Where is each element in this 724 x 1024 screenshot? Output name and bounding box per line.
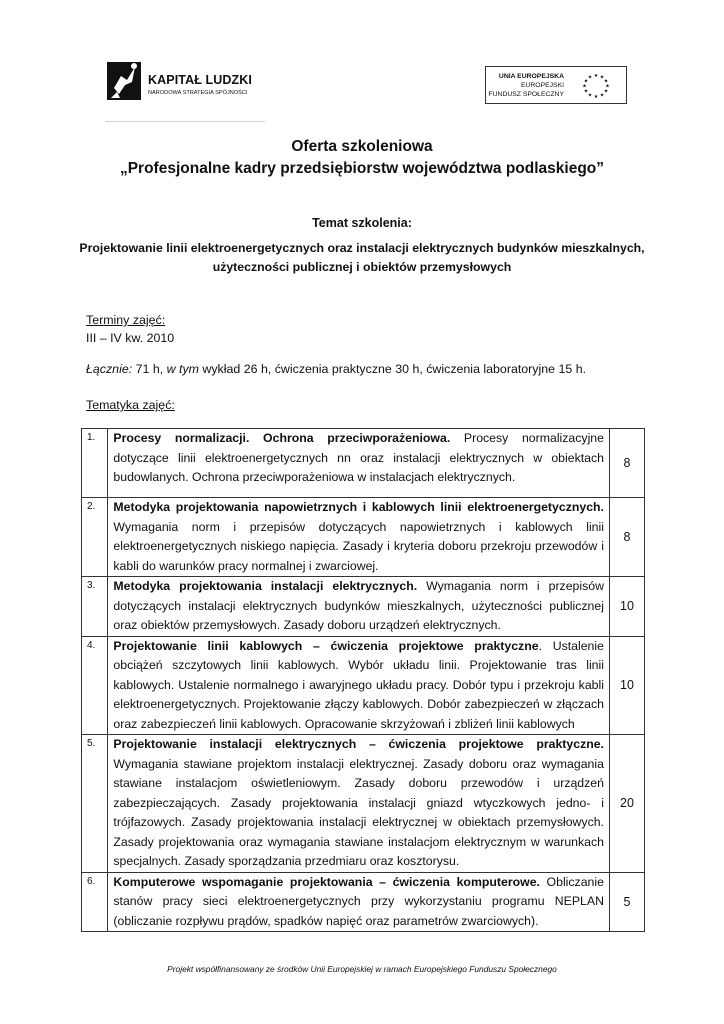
page-subtitle: „Profesjonalne kadry przedsiębiorstw województwa podlaskiego” <box>119 160 605 177</box>
row-hours: 20 <box>609 735 644 873</box>
row-description <box>108 577 610 637</box>
header-divider <box>105 121 265 122</box>
table-row <box>82 735 645 873</box>
row-number: 2. <box>82 498 108 577</box>
row-hours: 10 <box>609 577 644 637</box>
table-row <box>82 636 645 735</box>
table-row <box>82 498 645 577</box>
eu-logo-line1: UNIA EUROPEJSKA <box>498 73 564 80</box>
total-label: Łącznie: <box>86 362 133 376</box>
eu-logo-text <box>488 72 564 99</box>
row-description <box>108 735 610 873</box>
svg-text:★: ★ <box>599 74 605 81</box>
row-heading: Projektowanie instalacji elektrycznych – ćwiczenia projektowe praktyczne. <box>113 737 604 751</box>
row-number: 4. <box>82 636 108 735</box>
row-number: 1. <box>82 429 108 498</box>
row-hours: 5 <box>609 872 644 932</box>
row-heading: Metodyka projektowania instalacji elektrycznych. <box>113 579 418 593</box>
topics-label: Tematyka zajęć: <box>86 398 175 412</box>
svg-text:★: ★ <box>603 78 609 85</box>
table-row <box>82 872 645 932</box>
schedule-value: III – IV kw. 2010 <box>86 331 175 345</box>
svg-text:★: ★ <box>587 74 593 81</box>
row-description <box>108 636 610 735</box>
total-breakdown: wykład 26 h, ćwiczenia praktyczne 30 h, ćwiczenia laboratoryjne 15 h. <box>198 362 587 376</box>
eu-logo <box>485 66 627 104</box>
svg-text:★: ★ <box>583 88 589 95</box>
svg-text:★: ★ <box>593 94 599 100</box>
row-hours: 8 <box>609 429 644 498</box>
row-description <box>108 429 610 498</box>
kapital-ludzki-title: KAPITAŁ LUDZKI <box>148 73 252 87</box>
row-text: Obliczanie stanów pracy sieci elektroenergetycznych przy wykorzystaniu programu NEPLAN (obliczanie rozpływu prądów, spadków napięć oraz parametrów zwarciowych). <box>113 874 604 928</box>
table-row <box>82 429 645 498</box>
row-number: 3. <box>82 577 108 637</box>
row-text: . Ustalenie obciążeń szczytowych linii kablowych. Wybór układu linii. Projektowanie tras linii kablowych. Ustalenie normalnego i awaryjnego układu pracy. Dobór typu i przekroju kabli elektroenergetycznych. Projektowanie złączy kablowych. Dobór zabezpieczeń w złączach oraz zabezpieczeń linii kablowych. Opracowanie skrzyżowań i zbliżeń linii kablowych <box>113 638 604 731</box>
schedule-label: Terminy zajęć: <box>86 313 166 327</box>
total-hours-value: 71 h, <box>132 362 167 376</box>
table-row <box>82 577 645 637</box>
row-number: 5. <box>82 735 108 873</box>
row-heading: Metodyka projektowania napowietrznych i kablowych linii elektroenergetycznych. <box>113 500 604 514</box>
svg-text:★: ★ <box>605 83 610 90</box>
svg-text:★: ★ <box>593 73 599 79</box>
kapital-ludzki-emblem-icon <box>105 58 145 104</box>
svg-text:★: ★ <box>603 88 609 95</box>
eu-flag-icon <box>572 70 620 100</box>
eu-logo-line3: FUNDUSZ SPOŁECZNY <box>488 91 564 98</box>
row-text: Wymagania norm i przepisów dotyczących instalacji elektrycznych budynków mieszkalnych, użyteczności publicznej oraz obiektów przemysłowych. Zasady doboru urządzeń elektrycznych. <box>113 579 604 632</box>
row-hours: 8 <box>609 498 644 577</box>
row-text: Wymagania stawiane projektom instalacji elektrycznej. Zasady doboru oraz wymagania stawiane instalacjom oświetleniowym. Zasady doboru przewodów i urządzeń zabezpieczających. Zasady projektowania instalacji gniazd wtyczkowych jedno- i trójfazowych. Zasady projektowania instalacji elektrycznej w obiektach przemysłowych. Zasady projektowania oraz wymagania stawiane instalacjom elektrycznym w warunkach specjalnych. Zasady sporządzania przedmiaru oraz kosztorysu. <box>113 756 604 868</box>
total-intype: w tym <box>166 362 199 376</box>
row-hours: 10 <box>609 636 644 735</box>
topic-label: Temat szkolenia: <box>312 216 412 230</box>
row-description <box>108 498 610 577</box>
kapital-ludzki-logo <box>105 58 285 108</box>
svg-text:★: ★ <box>587 92 593 99</box>
topic-title-line1: Projektowanie linii elektroenergetycznych oraz instalacji elektrycznych budynków mieszkalnych, <box>79 241 645 255</box>
kapital-ludzki-subtitle: NARODOWA STRATEGIA SPÓJNOŚCI <box>148 90 248 96</box>
row-heading: Projektowanie linii kablowych – ćwiczenia projektowe praktyczne <box>113 638 539 653</box>
topics-table-body <box>82 429 645 932</box>
row-heading: Komputerowe wspomaganie projektowania – ćwiczenia komputerowe. <box>113 874 540 889</box>
svg-text:★: ★ <box>599 92 605 99</box>
svg-text:★: ★ <box>582 83 587 90</box>
total-hours <box>86 362 586 376</box>
row-number: 6. <box>82 872 108 932</box>
row-description <box>108 872 610 932</box>
topics-table <box>81 428 645 932</box>
page-title: Oferta szkoleniowa <box>291 138 433 155</box>
row-text: Wymagania norm i przepisów dotyczących napowietrznych i kablowych linii elektroenergetycznych niskiego napięcia. Zasady i kryteria doboru przekroju przewodów i kabli do warunków pracy normalnej i zwarciowej. <box>113 519 604 573</box>
topic-title-line2: użyteczności publicznej i obiektów przemysłowych <box>212 260 512 274</box>
eu-logo-line2: EUROPEJSKI <box>520 82 564 89</box>
row-heading: Procesy normalizacji. Ochrona przeciwporażeniowa. <box>113 431 451 445</box>
row-text: Procesy normalizacyjne dotyczące linii elektroenergetycznych nn oraz instalacji elektrycznych w obiektach budowlanych. Ochrona przeciwporażeniowa w instalacjach elektrycznych. <box>113 431 604 484</box>
page-footer: Projekt współfinansowany ze środków Unii Europejskiej w ramach Europejskiego Funduszu Społecznego <box>167 964 557 974</box>
svg-text:★: ★ <box>583 78 589 85</box>
